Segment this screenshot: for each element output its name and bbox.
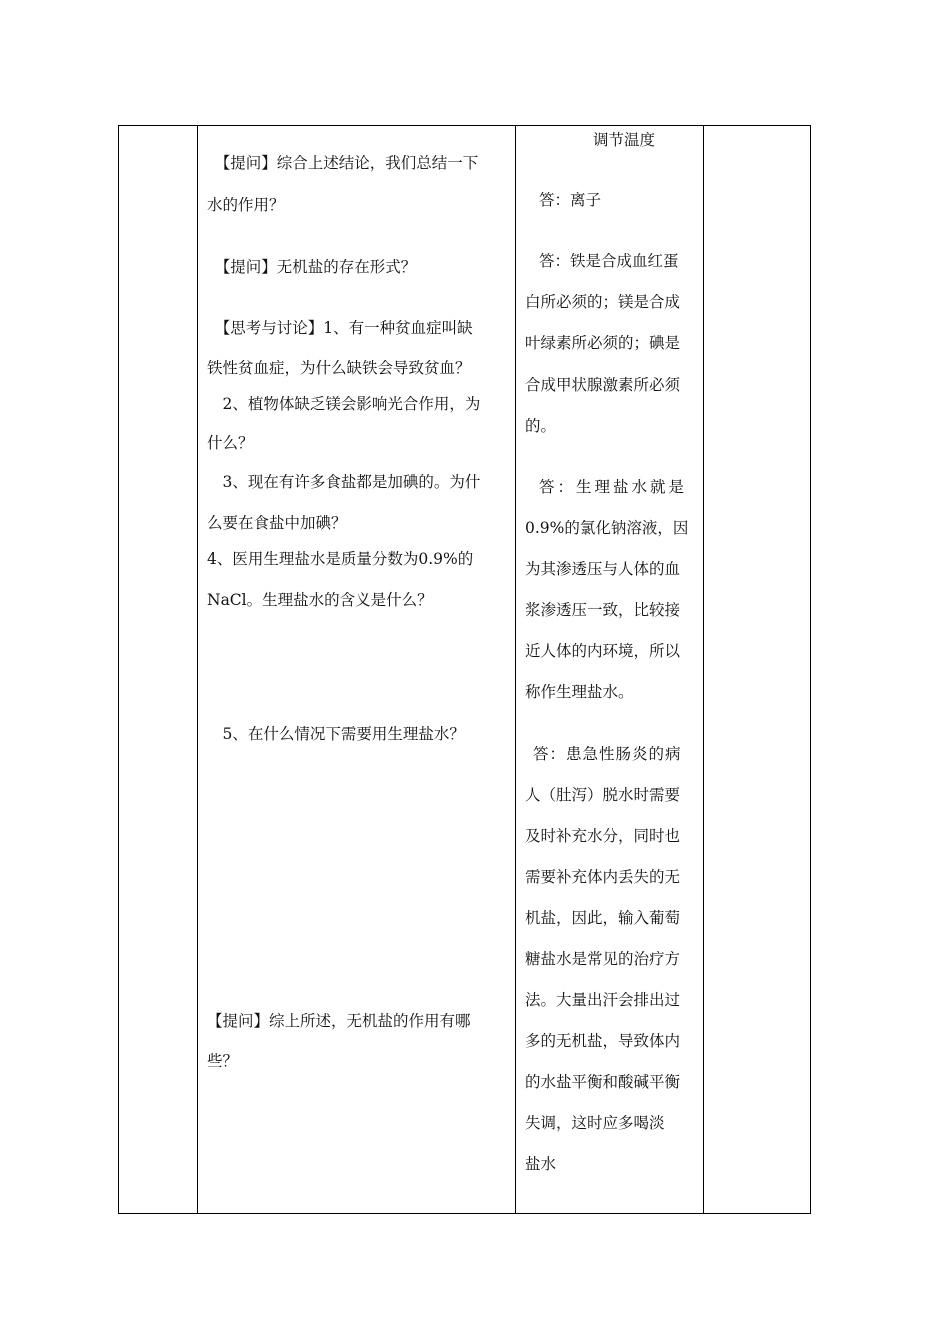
answer-temperature: 调节温度	[593, 131, 656, 149]
answer-usage-line-9: 的水盐平衡和酸碱平衡	[525, 1073, 681, 1091]
discussion-q1-line-1: 【思考与讨论】1、有一种贫血症叫缺	[207, 319, 473, 337]
discussion-q2-line-1: 2、植物体缺乏镁会影响光合作用，为	[207, 395, 481, 413]
question-water-function-line-1: 【提问】综合上述结论，我们总结一下	[207, 154, 479, 172]
question-salt-function-line-1: 【提问】综上所述，无机盐的作用有哪	[207, 1012, 471, 1030]
answer-saline-line-1: 答：生理盐水就是	[539, 478, 688, 496]
column-divider-1	[197, 126, 198, 1213]
column-divider-2	[515, 126, 516, 1213]
answer-usage-line-5: 机盐，因此，输入葡萄	[525, 909, 681, 927]
answer-usage-line-3: 及时补充水分，同时也	[525, 827, 681, 845]
answer-saline-line-6: 称作生理盐水。	[525, 683, 634, 701]
answer-saline-line-3: 为其渗透压与人体的血	[525, 560, 681, 578]
discussion-q3-line-2: 么要在食盐中加碘？	[207, 514, 347, 532]
answer-saline-line-4: 浆渗透压一致，比较接	[525, 601, 681, 619]
discussion-q4-line-2: NaCl。生理盐水的含义是什么？	[207, 591, 433, 609]
answer-usage-line-4: 需要补充体内丢失的无	[525, 868, 681, 886]
discussion-q5: 5、在什么情况下需要用生理盐水？	[207, 725, 465, 743]
lesson-table	[118, 125, 811, 1214]
question-salt-forms: 【提问】无机盐的存在形式？	[207, 258, 417, 276]
discussion-q3-line-1: 3、现在有许多食盐都是加碘的。为什	[207, 473, 481, 491]
answer-iron-line-3: 叶绿素所必须的；碘是	[525, 334, 681, 352]
answer-iron-line-5: 的。	[525, 417, 557, 435]
answer-iron-line-1: 答：铁是合成血红蛋	[539, 252, 679, 270]
question-salt-function-line-2: 些？	[207, 1052, 239, 1070]
answer-saline-line-5: 近人体的内环境，所以	[525, 642, 681, 660]
answer-usage-line-6: 糖盐水是常见的治疗方	[525, 950, 681, 968]
answer-usage-line-11: 盐水	[525, 1155, 557, 1173]
answer-usage-line-10: 失调，这时应多喝淡	[525, 1114, 665, 1132]
discussion-q4-line-1: 4、医用生理盐水是质量分数为0.9%的	[207, 550, 474, 568]
answer-usage-line-8: 多的无机盐，导致体内	[525, 1032, 681, 1050]
column-divider-3	[703, 126, 704, 1213]
answer-usage-line-2: 人（肚泻）脱水时需要	[525, 786, 681, 804]
question-water-function-line-2: 水的作用？	[207, 196, 285, 214]
answer-ions: 答：离子	[539, 191, 602, 209]
answer-iron-line-2: 白所必须的；镁是合成	[525, 293, 681, 311]
answer-saline-line-2: 0.9%的氯化钠溶液，因	[525, 519, 689, 537]
discussion-q2-line-2: 什么？	[207, 434, 254, 452]
answer-iron-line-4: 合成甲状腺激素所必须	[525, 376, 681, 394]
answer-usage-line-1: 答：患急性肠炎的病	[533, 745, 682, 763]
discussion-q1-line-2: 铁性贫血症，为什么缺铁会导致贫血？	[207, 359, 471, 377]
answer-usage-line-7: 法。大量出汗会排出过	[525, 991, 681, 1009]
